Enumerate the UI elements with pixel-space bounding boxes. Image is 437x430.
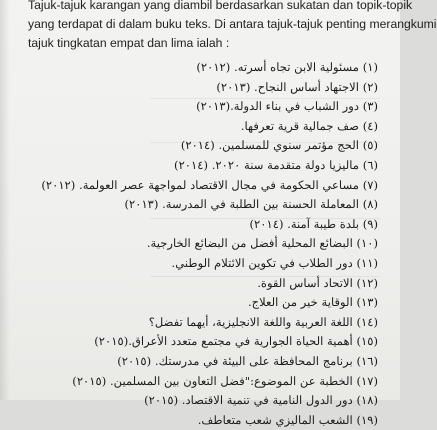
topic-item: (١٢) الاتحاد أساس القوة.	[257, 275, 378, 290]
topic-item: (٦) ماليزيا دولة متقدمة سنة ٢٠٢٠. (٢٠١٤)	[174, 157, 378, 172]
topic-item: (٥) الحج مؤتمر سنوي للمسلمين. (٢٠١٤)	[180, 138, 378, 153]
intro-line: tajuk tingkatan empat dan lima ialah :	[28, 36, 230, 50]
page-gutter-shadow	[0, 0, 10, 400]
essay-topic-list	[26, 58, 378, 430]
topic-item: (٧) مساعي الحكومة في مجال الاقتصاد لمواجهة عصر العولمة. (٢٠١٢)	[41, 177, 378, 192]
intro-line: yang terdapat di dalam buku teks. Di antara tajuk-tajuk penting merangkumi	[28, 17, 437, 31]
topic-item: (١٥) أهمية الحياة الجوارية في مجتمع متعدد الأعراق.(٢٠١٥)	[94, 334, 378, 349]
topic-item: (١٦) برنامج المحافظة على البيئة في مدرستك. (٢٠١٥)	[117, 353, 378, 368]
topic-item: (٣) دور الشباب في بناء الدولة.(٢٠١٣)	[196, 99, 378, 114]
topic-item: (١٠) البضائع المحلية أفضل من البضائع الخارجية.	[146, 236, 378, 251]
intro-paragraph	[28, 0, 437, 53]
topic-item: (٩) بلدة طيبة آمنة. (٢٠١٤)	[249, 216, 378, 231]
topic-item: (٤) صف جمالية قرية تعرفها.	[240, 118, 378, 133]
topic-item: (١١) دور الطلاب في تكوين الائتلام الوطني.	[171, 255, 378, 270]
topic-item: (١٤) اللغة العربية واللغة الانجليزية، أيهما تفضل؟	[148, 314, 378, 329]
topic-item: (١٧) الخطبة عن الموضوع:"فضل التعاون بين المسلمين. (٢٠١٥)	[72, 373, 378, 388]
topic-item: (٨) المعاملة الحسنة بين الطلبة في المدرسة. (٢٠١٣)	[124, 197, 378, 212]
topic-item: (١٩) الشعب الماليزي شعب متعاطف.	[197, 412, 378, 427]
topic-item: (٢) الاجتهاد أساس النجاح. (٢٠١٣)	[216, 79, 378, 94]
topic-item: (١) مسئولية الابن تجاه أسرته. (٢٠١٢)	[196, 60, 378, 74]
intro-line: Tajuk-tajuk karangan yang diambil berdasarkan sukatan dan topik-topik	[28, 0, 413, 12]
topic-item: (١٨) دور الدول النامية في تنمية الاقتصاد. (٢٠١٥)	[144, 393, 378, 408]
topic-item: (١٣) الوقاية خير من العلاج.	[247, 295, 378, 310]
